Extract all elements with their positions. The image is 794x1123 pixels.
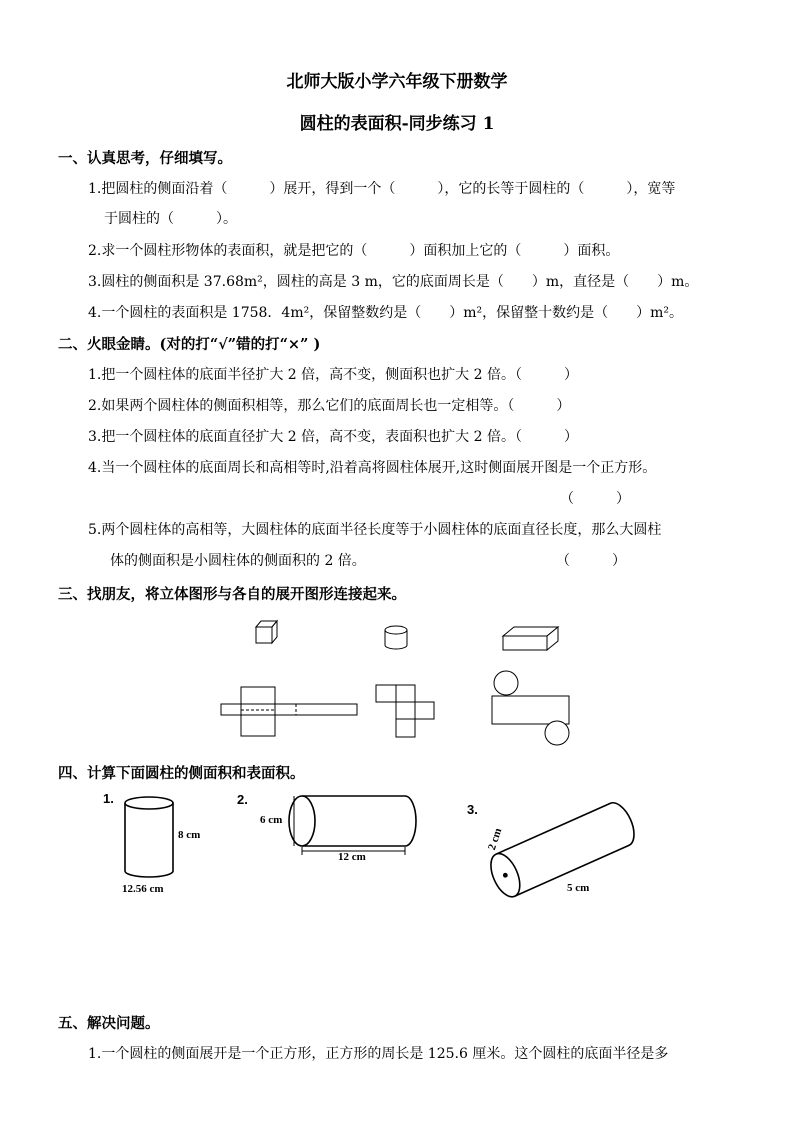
s2-line-2: 2.如果两个圆柱体的侧面积相等，那么它们的底面周长也一定相等。（ ） (88, 398, 571, 414)
s2-line-4-answer: （ ） (560, 491, 630, 507)
cuboid-figure (503, 627, 558, 650)
cylinder-figure (385, 626, 407, 649)
cuboid-net (221, 687, 357, 736)
section4-heading: 四、计算下面圆柱的侧面积和表面积。 (58, 765, 305, 782)
fig2-length-label: 12 cm (338, 851, 366, 863)
fig1-number: 1. (103, 791, 114, 806)
fig1-circumference-label: 12.56 cm (122, 883, 164, 895)
section3-heading: 三、找朋友，将立体图形与各自的展开图形连接起来。 (58, 586, 406, 603)
s1-line-1b: 于圆柱的（ ）。 (104, 211, 237, 227)
fig2-number: 2. (237, 792, 248, 807)
cylinder-3 (485, 798, 640, 901)
s2-line-3: 3.把一个圆柱体的底面直径扩大 2 倍，高不变，表面积也扩大 2 倍。（ ） (88, 429, 578, 445)
cube-net (376, 685, 434, 737)
fig3-number: 3. (467, 802, 478, 817)
s2-line-5b: 体的侧面积是小圆柱体的侧面积的 2 倍。 (110, 553, 366, 569)
s2-line-1: 1.把一个圆柱体的底面半径扩大 2 倍，高不变，侧面积也扩大 2 倍。（ ） (88, 367, 578, 383)
cube-figure (256, 621, 277, 643)
cylinder-2 (289, 796, 416, 855)
s2-line-5: 5.两个圆柱体的高相等，大圆柱体的底面半径长度等于小圆柱体的底面直径长度，那么大圆柱 (88, 522, 662, 538)
s5-line-1: 1.一个圆柱的侧面展开是一个正方形，正方形的周长是 125.6 厘米。这个圆柱的底面半径是多 (88, 1046, 669, 1062)
fig1-height-label: 8 cm (178, 829, 201, 841)
cylinder-1 (125, 797, 173, 877)
page-title: 北师大版小学六年级下册数学 (286, 72, 508, 92)
cylinder-net (492, 671, 569, 745)
fig3-radius-label: 2 cm (486, 826, 505, 852)
section1-heading: 一、认真思考，仔细填写。 (58, 150, 232, 167)
s1-line-3: 3.圆柱的侧面积是 37.68m²，圆柱的高是 3 m，它的底面周长是（ ）m，直径是（ ）m。 (88, 274, 699, 290)
fig3-length-label: 5 cm (567, 882, 590, 894)
s1-line-1: 1.把圆柱的侧面沿着（ ）展开，得到一个（ ），它的长等于圆柱的（ ），宽等 (88, 181, 676, 197)
fig2-diameter-label: 6 cm (260, 814, 283, 826)
page-subtitle: 圆柱的表面积-同步练习 1 (299, 114, 495, 134)
section5-heading: 五、解决问题。 (58, 1015, 160, 1032)
s1-line-4: 4.一个圆柱的表面积是 1758．4m²，保留整数约是（ ）m²，保留整十数约是（ ）m²。 (88, 305, 684, 321)
s1-line-2: 2.求一个圆柱形物体的表面积，就是把它的（ ）面积加上它的（ ）面积。 (88, 243, 620, 259)
s2-line-5-answer: （ ） (556, 553, 626, 569)
section2-heading: 二、火眼金睛。(对的打“√”错的打“×” ) (58, 336, 321, 353)
s2-line-4: 4.当一个圆柱体的底面周长和高相等时,沿着高将圆柱体展开,这时侧面展开图是一个正方形。 (88, 460, 657, 476)
